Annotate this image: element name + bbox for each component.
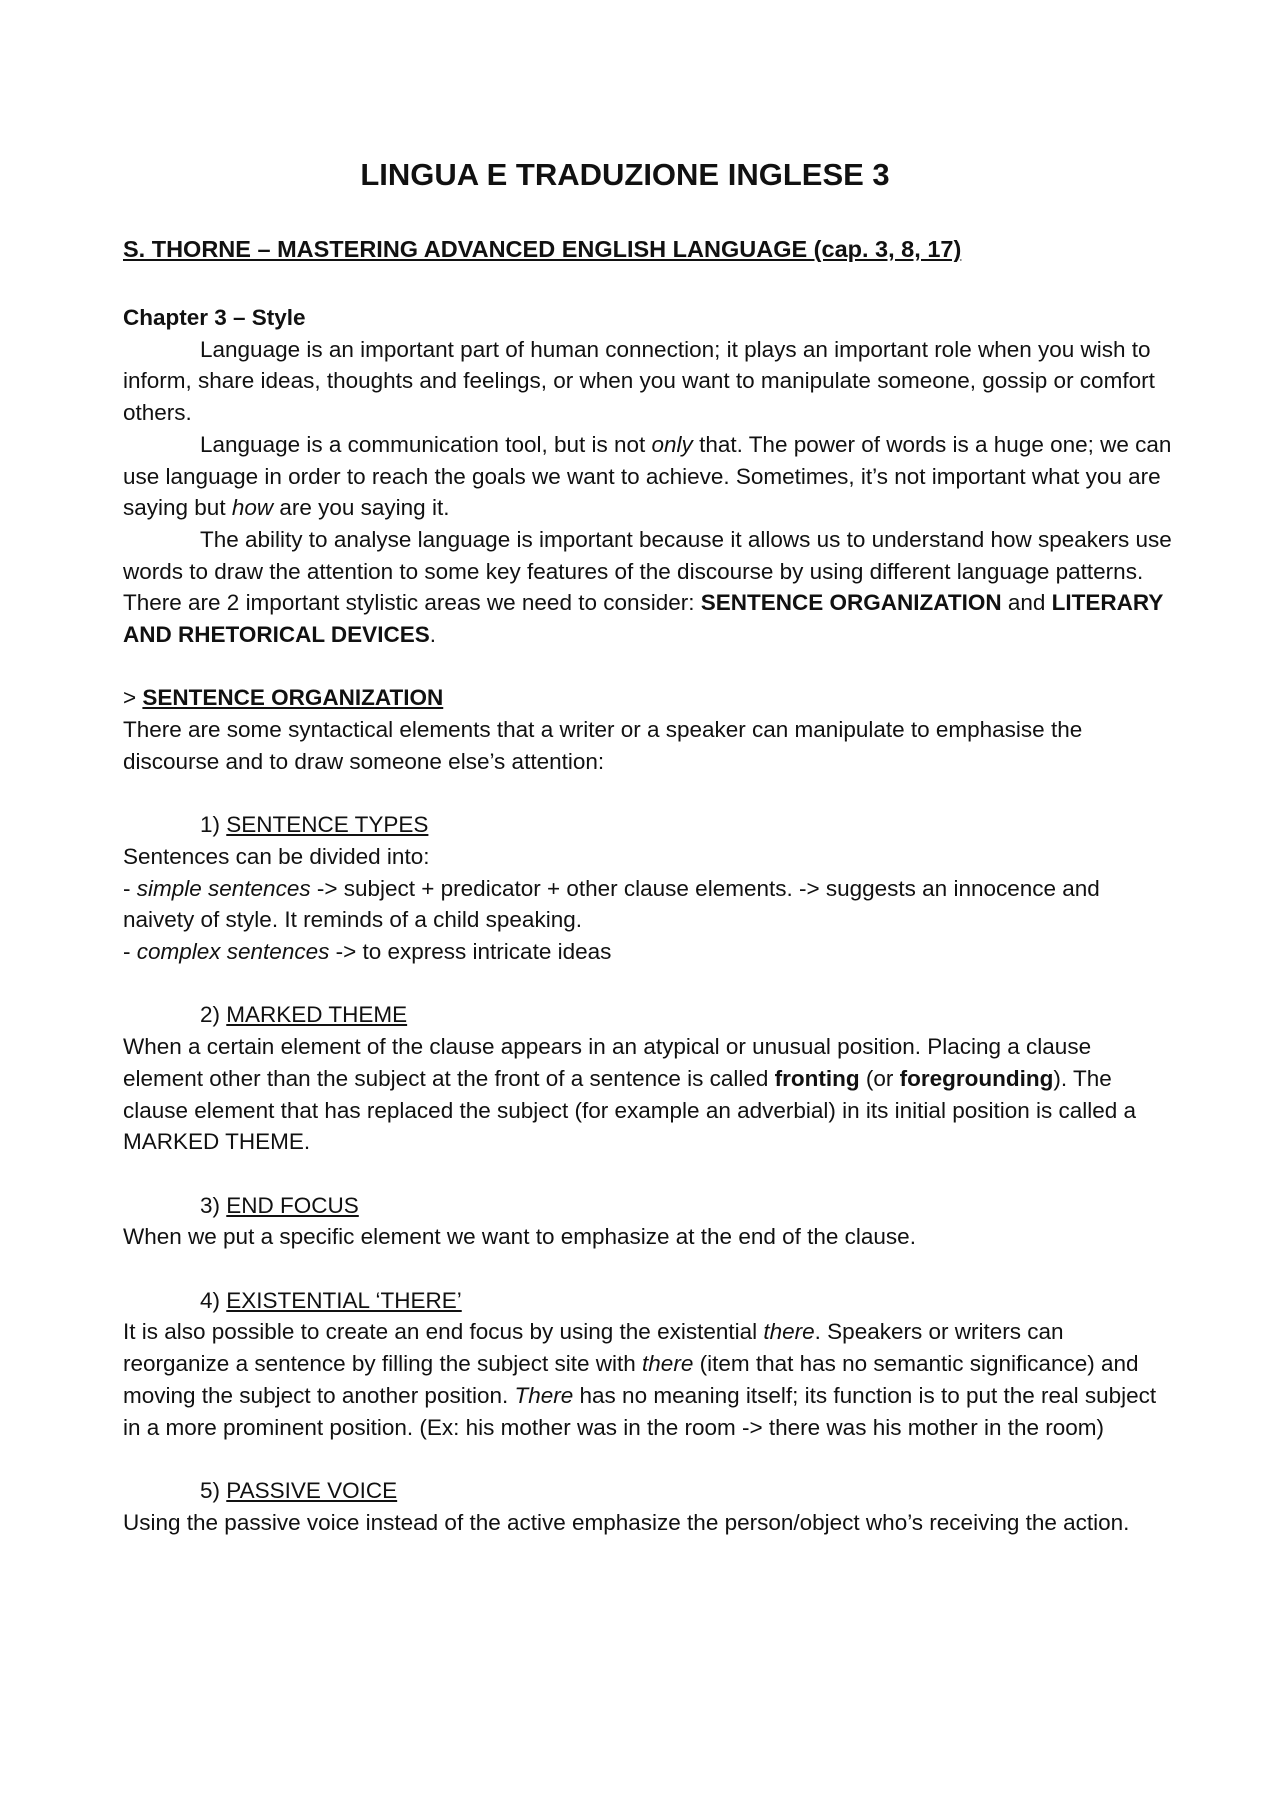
emphasis: there [642,1351,694,1377]
text-run: are you saying it. [273,495,450,521]
spacer [123,1253,1173,1285]
spacer [123,651,1173,683]
item-2-text [123,1031,1173,1158]
item-number: 5) [200,1477,227,1503]
spacer [123,968,1173,1000]
text-run: . [429,622,436,648]
text-run: and [1001,590,1052,616]
text-run: -> to express intricate ideas [329,939,612,965]
document-body [123,302,1173,1538]
text-run: (item that has no semantic significance) and moving the subject to another position. [123,1351,1139,1408]
bold-term: foregrounding [899,1065,1054,1091]
text-run: (or [859,1065,900,1091]
section-title: SENTENCE ORGANIZATION [142,685,444,711]
item-title: MARKED THEME [226,1002,408,1028]
item-heading-2 [123,999,1173,1031]
item-heading-3 [123,1190,1173,1222]
emphasis: only [651,431,693,457]
emphasis: simple sentences [136,875,311,901]
section-marker: > [123,685,143,711]
item-number: 1) [200,812,227,838]
item-title: PASSIVE VOICE [226,1477,398,1503]
chapter-heading: Chapter 3 – Style [123,305,306,330]
text-run: - [123,875,137,901]
item-number: 4) [200,1287,227,1313]
bold-term: fronting [774,1065,860,1091]
spacer [123,1443,1173,1475]
emphasis: how [231,495,274,521]
intro-paragraph-3 [123,524,1173,651]
text-run: The ability to analyse language is important because it allows us to understand how speakers use words to draw the attention to some key features of the discourse by using different language patterns. There are 2 important stylistic areas we need to consider: [123,526,1172,616]
item-1-line-2 [123,873,1173,936]
text-run: It is also possible to create an end focus by using the existential [123,1319,764,1345]
intro-paragraph-2 [123,429,1173,524]
text-run: -> subject + predicator + other clause elements. -> suggests an innocence and naivety of style. It reminds of a child speaking. [123,875,1100,933]
text-run: that. The power of words is a huge one; we can use language in order to reach the goals we want to achieve. Sometimes, it’s not important what you are saying but [123,431,1172,521]
section-heading [123,682,1173,714]
item-heading-1 [123,809,1173,841]
item-title: END FOCUS [226,1192,359,1218]
text-run: has no meaning itself; its function is to put the real subject in a more prominent position. (Ex: his mother was in the room -> there was his mother in the room) [123,1382,1157,1440]
item-heading-4 [123,1285,1173,1317]
emphasis: There [514,1382,574,1408]
spacer [123,1158,1173,1190]
text-run: - [123,939,137,965]
item-3-text: When we put a specific element we want to emphasize at the end of the clause. [123,1224,916,1250]
item-1-line-3 [123,936,1173,968]
item-4-text [123,1316,1173,1443]
text-run: When a certain element of the clause appears in an atypical or unusual position. Placing a clause element other than the subject at the front of a sentence is called [123,1034,1092,1091]
item-number: 3) [200,1192,227,1218]
text-run: Language is a communication tool, but is not [200,431,652,457]
item-title: EXISTENTIAL ‘THERE’ [226,1287,462,1313]
text-run: ). The clause element that has replaced the subject (for example an adverbial) in its initial position is called a MARKED THEME. [123,1065,1137,1155]
bold-term: LITERARY AND RHETORICAL DEVICES [123,590,1163,648]
book-subtitle: S. THORNE – MASTERING ADVANCED ENGLISH LANGUAGE (cap. 3, 8, 17) [123,236,962,262]
spacer [123,778,1173,810]
item-title: SENTENCE TYPES [226,812,429,838]
emphasis: complex sentences [136,939,330,965]
bold-term: SENTENCE ORGANIZATION [700,590,1002,616]
item-1-line-1: Sentences can be divided into: [123,843,430,869]
text-run: . Speakers or writers can reorganize a sentence by filling the subject site with [123,1319,1064,1377]
item-heading-5 [123,1475,1173,1507]
emphasis: there [763,1319,815,1345]
page-title: LINGUA E TRADUZIONE INGLESE 3 [360,157,890,192]
item-5-text: Using the passive voice instead of the active emphasize the person/object who’s receiving the action. [123,1509,1130,1535]
item-number: 2) [200,1002,227,1028]
section-intro: There are some syntactical elements that a writer or a speaker can manipulate to emphasise the discourse and to draw someone else’s attention: [123,717,1083,774]
intro-paragraph-1: Language is an important part of human connection; it plays an important role when you wish to inform, share ideas, thoughts and feelings, or when you want to manipulate someone, gossip or comfort others. [123,336,1155,426]
